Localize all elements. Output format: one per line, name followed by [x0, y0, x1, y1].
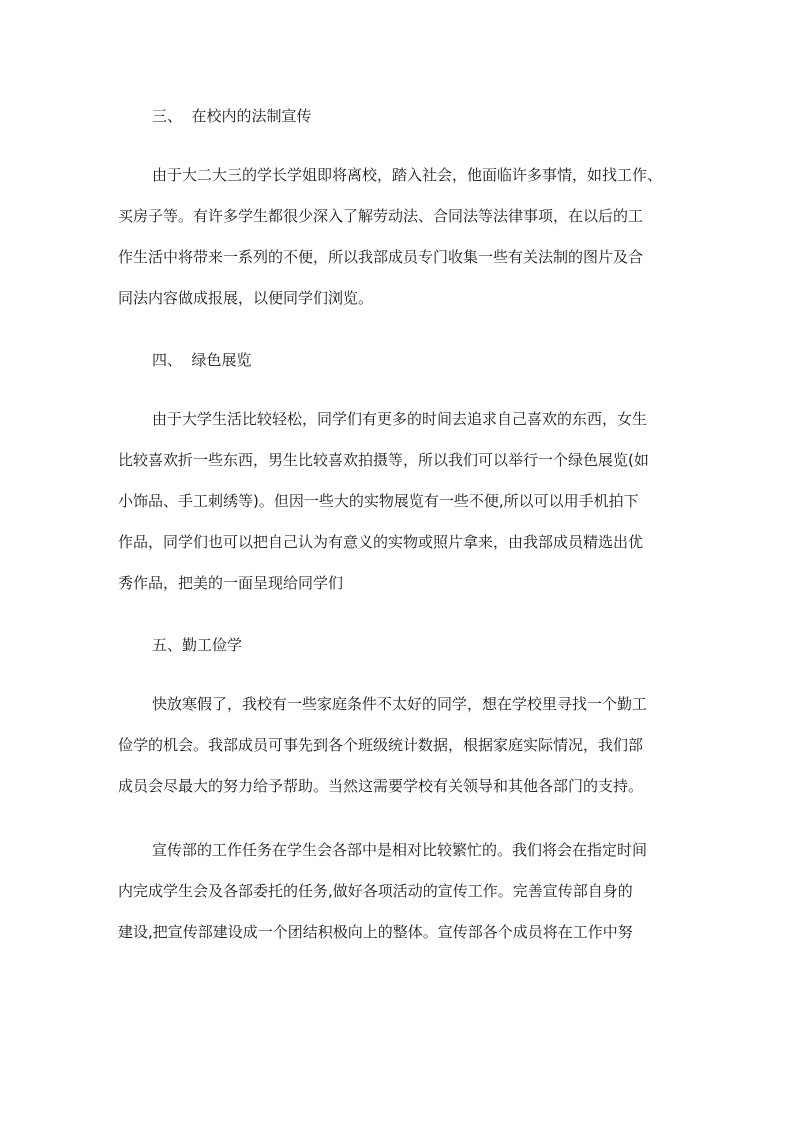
- paragraph-line: 内完成学生会及各部委托的任务,做好各项活动的宣传工作。完善宣传部自身的: [118, 882, 633, 900]
- paragraph-line: 成员会尽最大的努力给予帮助。当然这需要学校有关领导和其他各部门的支持。: [118, 777, 644, 795]
- paragraph-line: 俭学的机会。我部成员可事先到各个班级统计数据，根据家庭实际情况，我们部: [118, 736, 644, 754]
- paragraph-line: 买房子等。有许多学生都很少深入了解劳动法、合同法等法律事项，在以后的工: [118, 207, 644, 225]
- paragraph-line: 比较喜欢折一些东西，男生比较喜欢拍摄等，所以我们可以举行一个绿色展览(如: [118, 451, 649, 469]
- paragraph: [118, 399, 678, 604]
- paragraph-line: 小饰品、手工刺绣等)。但因一些大的实物展览有一些不便,所以可以用手机拍下: [118, 492, 639, 510]
- document-body: [118, 100, 678, 953]
- paragraph-line: 由于大二大三的学长学姐即将离校，踏入社会，他面临许多事情，如找工作、: [152, 166, 663, 184]
- section-legal-publicity: [118, 100, 678, 319]
- paragraph: [118, 684, 678, 807]
- section-green-exhibition: [118, 344, 678, 604]
- paragraph-line: 同法内容做成报展，以便同学们浏览。: [118, 289, 374, 307]
- paragraph: [118, 155, 678, 319]
- section-heading: 三、 在校内的法制宣传: [152, 107, 312, 125]
- paragraph-line: 作品，同学们也可以把自己认为有意义的实物或照片拿来，由我部成员精选出优: [118, 533, 644, 551]
- section-work-study: [118, 629, 678, 807]
- paragraph-line: 快放寒假了，我校有一些家庭条件不太好的同学，想在学校里寻找一个勤工: [152, 695, 648, 713]
- paragraph-line: 作生活中将带来一系列的不便，所以我部成员专门收集一些有关法制的图片及合: [118, 248, 644, 266]
- section-heading: 五、勤工俭学: [152, 636, 243, 654]
- paragraph-line: 由于大学生活比较轻松，同学们有更多的时间去追求自己喜欢的东西，女生: [152, 410, 648, 428]
- paragraph-line: 建设,把宣传部建设成一个团结积极向上的整体。宣传部各个成员将在工作中努: [118, 923, 633, 941]
- section-heading: 四、 绿色展览: [152, 351, 252, 369]
- paragraph-line: 宣传部的工作任务在学生会各部中是相对比较繁忙的。我们将会在指定时间: [152, 841, 648, 859]
- paragraph-line: 秀作品，把美的一面呈现给同学们: [118, 574, 344, 592]
- closing-paragraph: [118, 830, 678, 953]
